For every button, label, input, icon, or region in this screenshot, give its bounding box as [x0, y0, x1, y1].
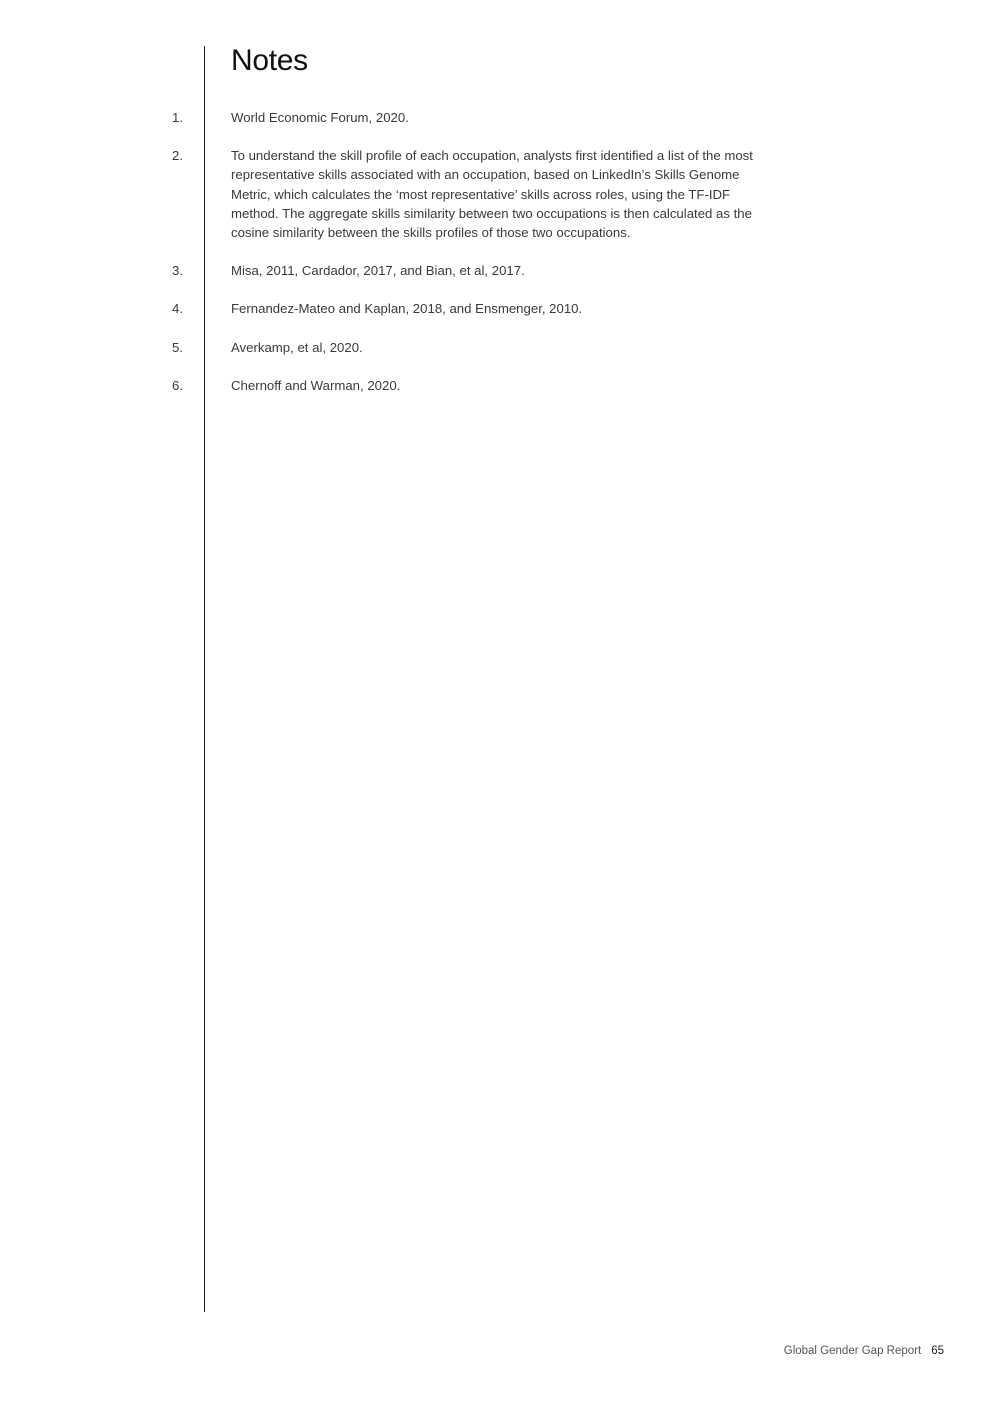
note-text: Fernandez-Mateo and Kaplan, 2018, and Ensmenger, 2010.: [231, 301, 583, 317]
footer-report-title: Global Gender Gap Report: [783, 1345, 922, 1357]
note-text: World Economic Forum, 2020.: [231, 110, 409, 125]
note-number: 2.: [172, 148, 183, 164]
note-text: To understand the skill profile of each occupation, analysts first identified a list of the most representative skills associated with an occupation, based on LinkedIn’s Skills Genome Metric, which calculates the ‘most representative’ skills across roles, using the TF-IDF method. The aggregate skills similarity between two occupations is then calculated as the cosine similarity between the skills profiles of those two occupations.: [231, 148, 753, 241]
note-number: 5.: [172, 339, 183, 355]
page-footer: [784, 1343, 944, 1359]
note-number: 4.: [172, 301, 183, 317]
note-text: Chernoff and Warman, 2020.: [231, 377, 401, 393]
note-text: Misa, 2011, Cardador, 2017, and Bian, et al, 2017.: [231, 263, 525, 279]
note-item: [0, 338, 992, 357]
note-item: [0, 108, 992, 127]
page-title: Notes: [231, 44, 308, 77]
note-item: [0, 376, 992, 395]
notes-list: [0, 108, 992, 414]
note-number: 3.: [172, 263, 183, 279]
note-item: [0, 261, 992, 280]
note-item: [0, 146, 992, 242]
note-item: [0, 299, 992, 318]
page-number: 65: [931, 1345, 944, 1357]
note-number: 1.: [172, 110, 183, 125]
note-text: Averkamp, et al, 2020.: [231, 339, 363, 355]
note-number: 6.: [172, 377, 183, 393]
